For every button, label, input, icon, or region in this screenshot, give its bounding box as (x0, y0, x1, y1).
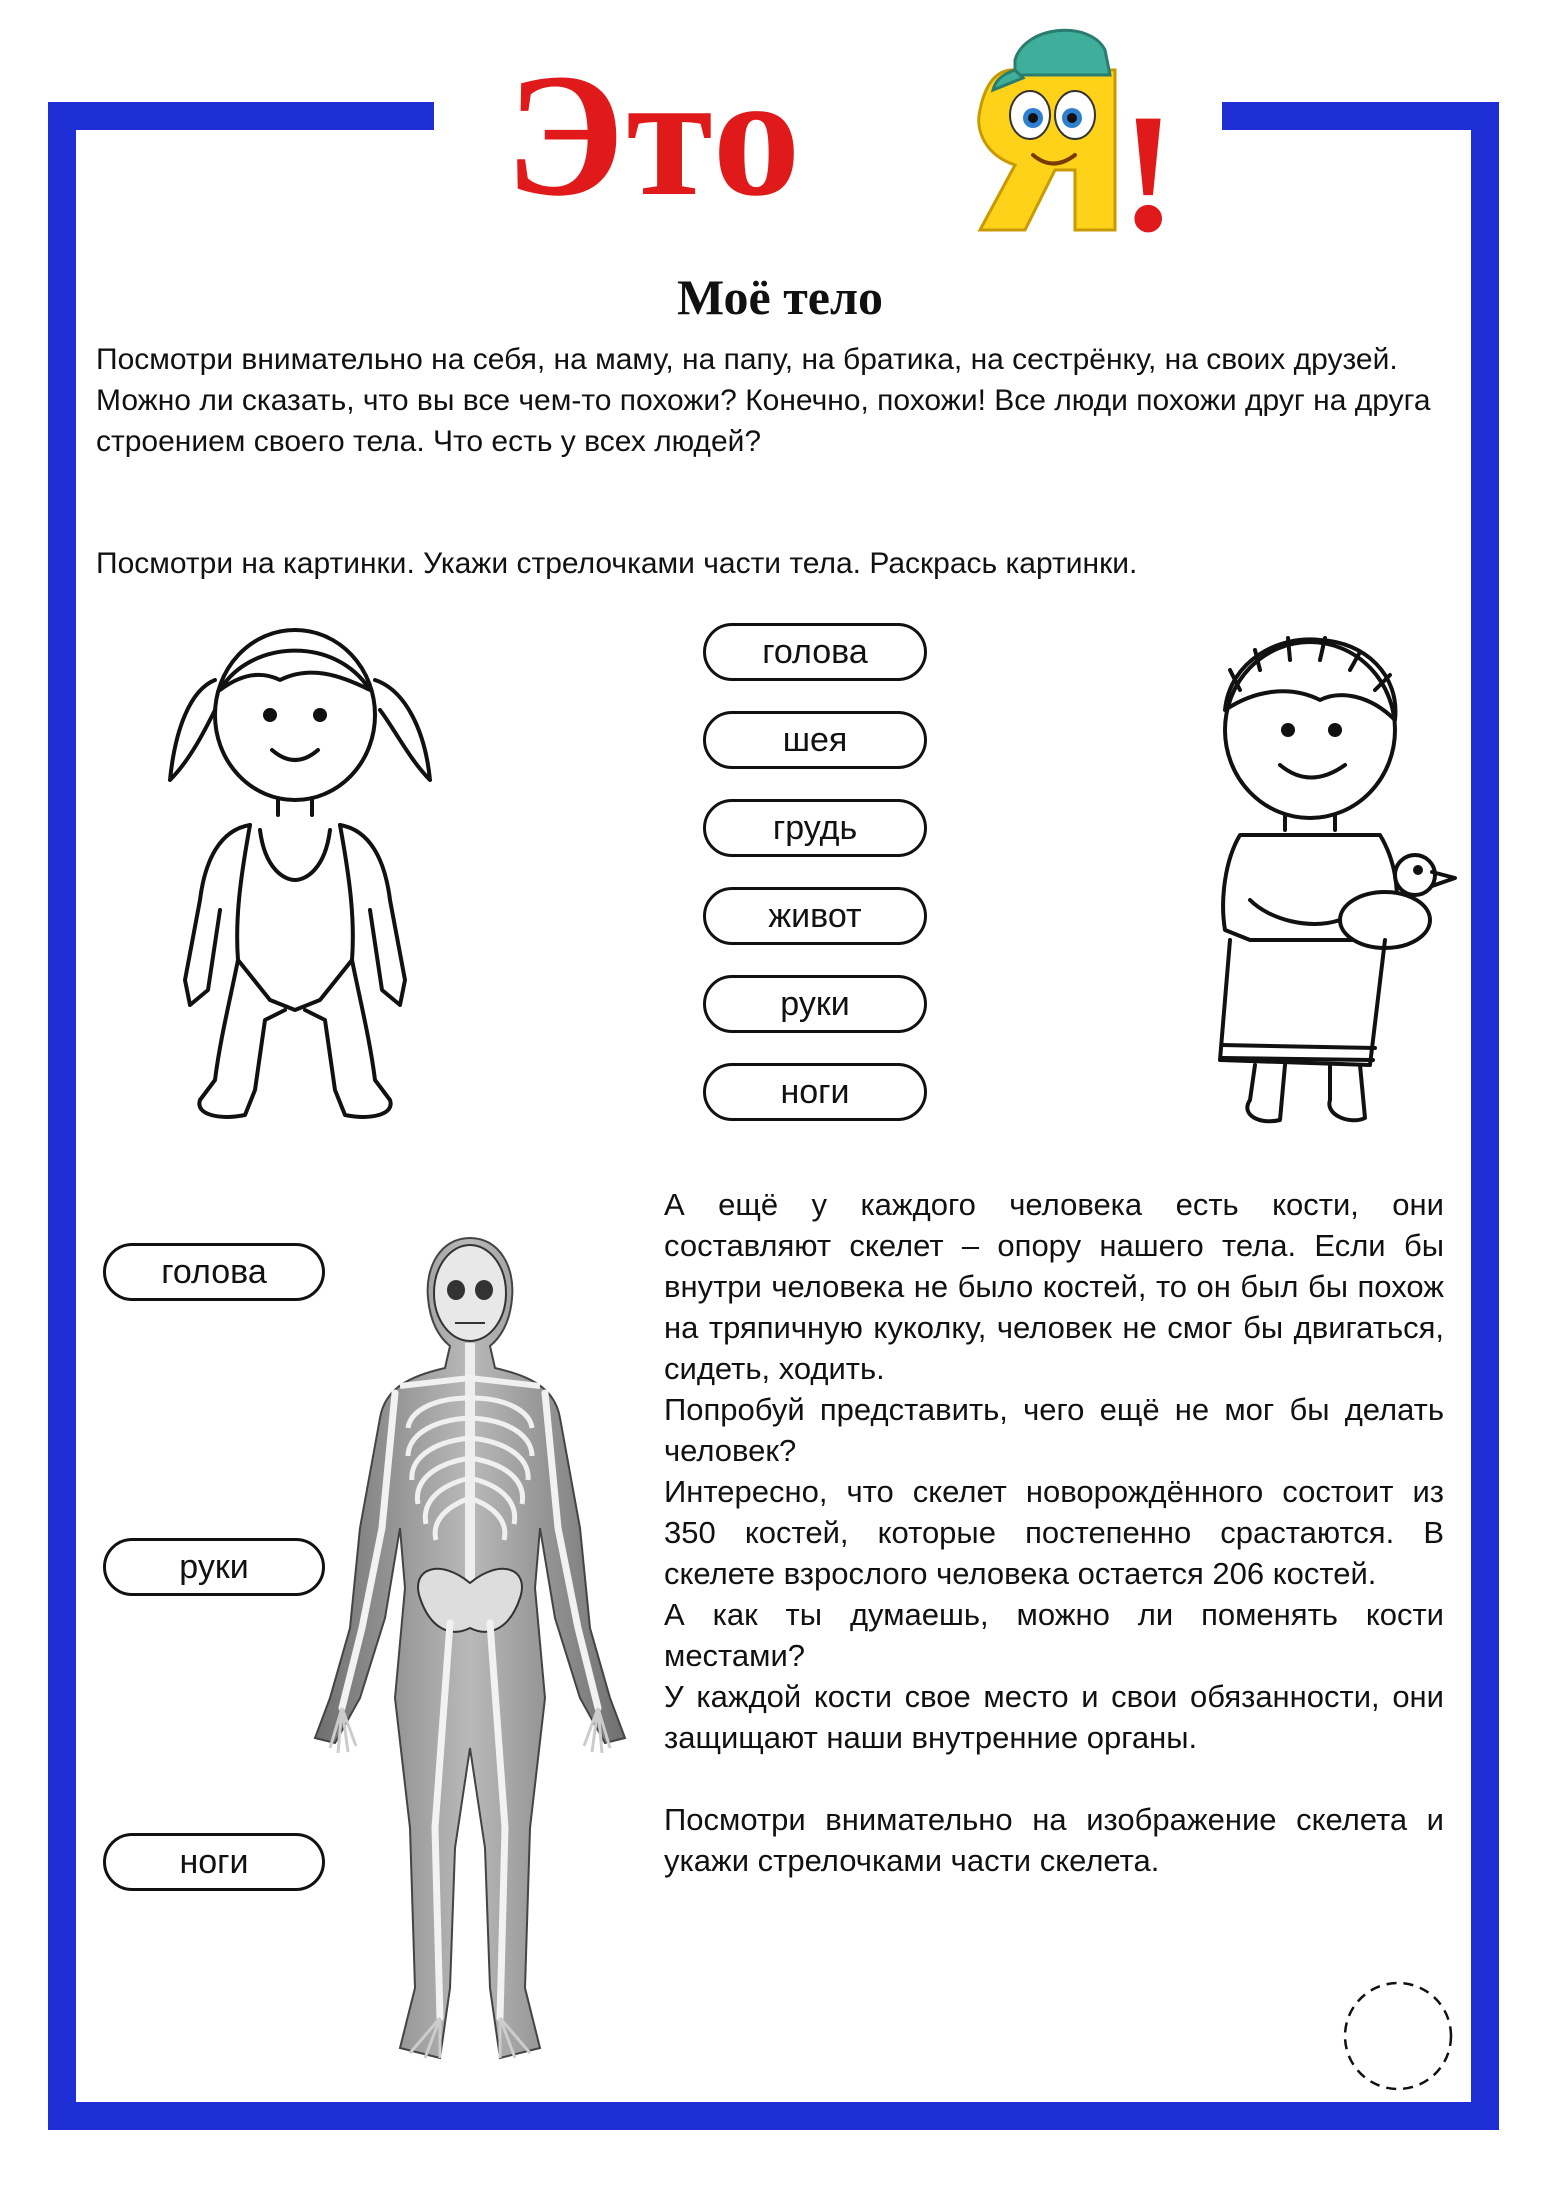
label-belly[interactable]: живот (703, 887, 927, 945)
skeleton-paragraph-3: Интересно, что скелет новорождённого состоит из 350 костей, которые постепенно срастаются. В скелете взрослого человека остается 206 костей. (664, 1474, 1444, 1591)
skeleton-label-arms[interactable]: руки (103, 1538, 325, 1596)
frame-top-left-border (48, 102, 434, 130)
skeleton-text-block (664, 1184, 1444, 1881)
label-neck[interactable]: шея (703, 711, 927, 769)
skeleton-illustration (290, 1228, 650, 2088)
instruction-paragraph: Посмотри на картинки. Укажи стрелочками части тела. Раскрась картинки. (96, 547, 1138, 580)
skeleton-label-head[interactable]: голова (103, 1243, 325, 1301)
boy-drawing (1170, 620, 1460, 1140)
skeleton-paragraph-5: У каждой кости свое место и свои обязанности, они защищают наши внутренние органы. (664, 1679, 1444, 1755)
label-arms[interactable]: руки (703, 975, 927, 1033)
intro-paragraph: Посмотри внимательно на себя, на маму, на папу, на братика, на сестрёнку, на своих друзей. Можно ли сказать, что вы все чем-то похожи? Конечно, похожи! Все люди похожи друг на друга строением своего тела. Что есть у всех людей? (96, 343, 1431, 458)
skeleton-paragraph-4: А как ты думаешь, можно ли поменять кости местами? (664, 1597, 1444, 1673)
frame-bottom-border (48, 2102, 1499, 2130)
page-title: Моё тело (676, 269, 884, 325)
dashed-circle-icon (1340, 1978, 1456, 2094)
skeleton-paragraph-2: Попробуй представить, чего ещё не мог бы делать человек? (664, 1392, 1444, 1468)
skeleton-paragraph-1: А ещё у каждого человека есть кости, они составляют скелет – опору нашего тела. Если бы внутри человека не было костей, то он был бы похож на тряпичную куколку, человек не смог бы двигаться, сидеть, ходить. (664, 1187, 1444, 1386)
ya-mascot-icon (915, 20, 1177, 267)
label-head[interactable]: голова (703, 623, 927, 681)
girl-drawing (160, 620, 450, 1140)
frame-left-border (48, 102, 76, 2130)
header-title: Это (505, 38, 803, 233)
frame-top-right-border (1222, 102, 1499, 130)
paragraph-spacer (664, 1758, 1444, 1799)
label-legs[interactable]: ноги (703, 1063, 927, 1121)
skeleton-label-legs[interactable]: ноги (103, 1833, 325, 1891)
header-exclamation: ! (1120, 79, 1177, 267)
frame-right-border (1471, 102, 1499, 2130)
label-chest[interactable]: грудь (703, 799, 927, 857)
skeleton-paragraph-6: Посмотри внимательно на изображение скелета и укажи стрелочками части скелета. (664, 1802, 1444, 1878)
